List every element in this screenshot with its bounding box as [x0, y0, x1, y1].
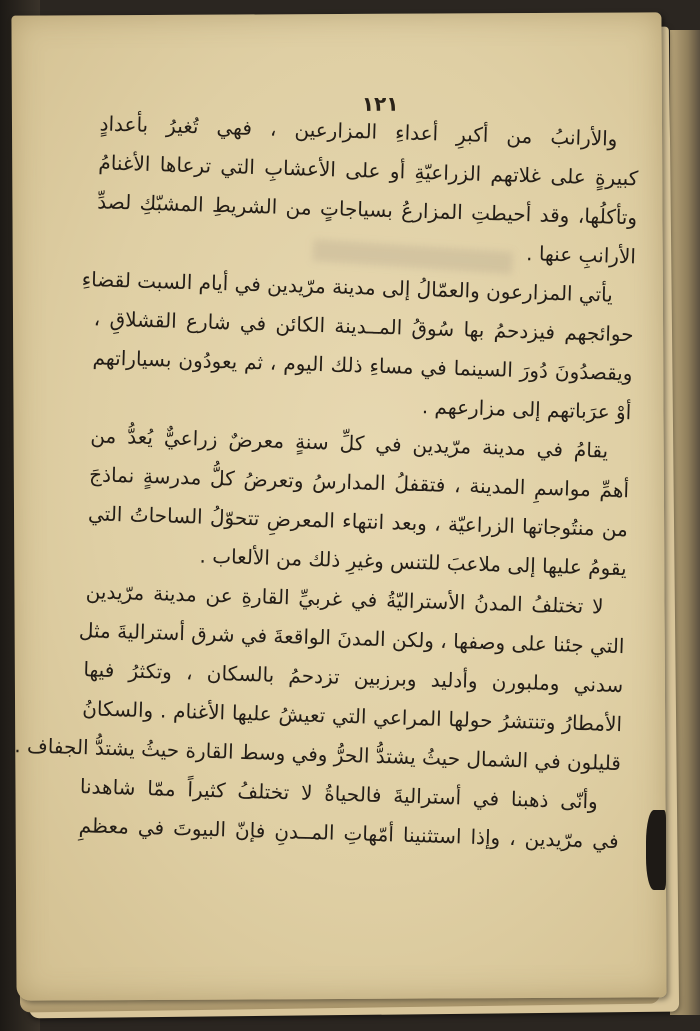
- text-line: ويقصدُونَ دُورَ السينما في مساءِ ذلك اليوم ، ثم يعودُون بسياراتهم: [92, 345, 633, 386]
- text-line: يأتي المزارعون والعمّالُ إلى مدينة مرّيدين في أيام السبت لقضاءِ: [81, 266, 614, 307]
- text-line: حوائجهم فيزدحمُ بها سُوقُ المــدينة الكائن في شارع القشلاقِ ،: [93, 306, 634, 347]
- text-line: التي جئنا على وصفها ، ولكن المدنَ الواقعةَ في شرق أستراليةَ مثل: [78, 618, 625, 659]
- body-text: [14, 104, 640, 861]
- text-line: وتأكلُها، وقد أحيطتِ المزارعُ بسياجاتٍ من الشريطِ المشبّكِ لصدِّ: [96, 189, 638, 230]
- text-line: قليلون في الشمال حيثُ يشتدُّ الحرُّ وفي وسط القارة حيثُ يشتدُّ الجفاف .: [14, 733, 622, 776]
- text-line: من منتُوجاتها الزراعيّة ، وبعد انتهاء المعرضِ تتحوّلُ الساحاتُ التي: [87, 501, 629, 542]
- text-line: الأمطارُ وتنتشرُ حولها المراعي التي تعيشُ عليها الأغنام . والسكانُ: [81, 696, 623, 737]
- text-line: لا تختلفُ المدنُ الأستراليّةُ في غربيِّ القارةِ عن مدينة مرّيدين: [85, 579, 604, 619]
- text-line: والأرانبُ من أكبرِ أعداءِ المزارعين ، فهي تُغيرُ بأعدادٍ: [99, 111, 618, 151]
- text-line: في مرّيدين ، وإذا استثنينا أمّهاتِ المــدنِ فإنّ البيوتَ في معظمِ: [78, 813, 619, 854]
- text-line: يقومُ عليها إلى ملاعبَ للتنس وغيرِ ذلك من الألعاب .: [199, 543, 628, 581]
- book-page: [11, 12, 666, 1000]
- text-line: سدني وملبورن وأدليد وبرزبين تزدحمُ بالسكان ، وتكثرُ فيها: [83, 657, 624, 698]
- text-line: أوْ عرَباتهم إلى مزارعهم .: [421, 394, 632, 425]
- text-line: وأنّى ذهبنا في أستراليةَ فالحياةُ لا تختلفُ كثيراً ممّا شاهدنا: [79, 774, 599, 814]
- text-line: الأرانبِ عنها .: [525, 241, 637, 269]
- text-line: يقامُ في مدينة مرّيدين في كلِّ سنةٍ معرضٌ زراعيٌّ يُعدُّ من: [90, 423, 609, 463]
- page-number: ١٢١: [361, 91, 399, 116]
- torn-spot: [646, 810, 666, 890]
- text-line: أهمِّ مواسمِ المدينة ، فتقفلُ المدارسُ وتعرضُ كلُّ مدرسةٍ نماذجَ: [88, 462, 630, 503]
- text-line: كبيرةٍ على غلاتهم الزراعيّةِ أو على الأعشابِ التي ترعاها الأغنامُ: [98, 150, 639, 191]
